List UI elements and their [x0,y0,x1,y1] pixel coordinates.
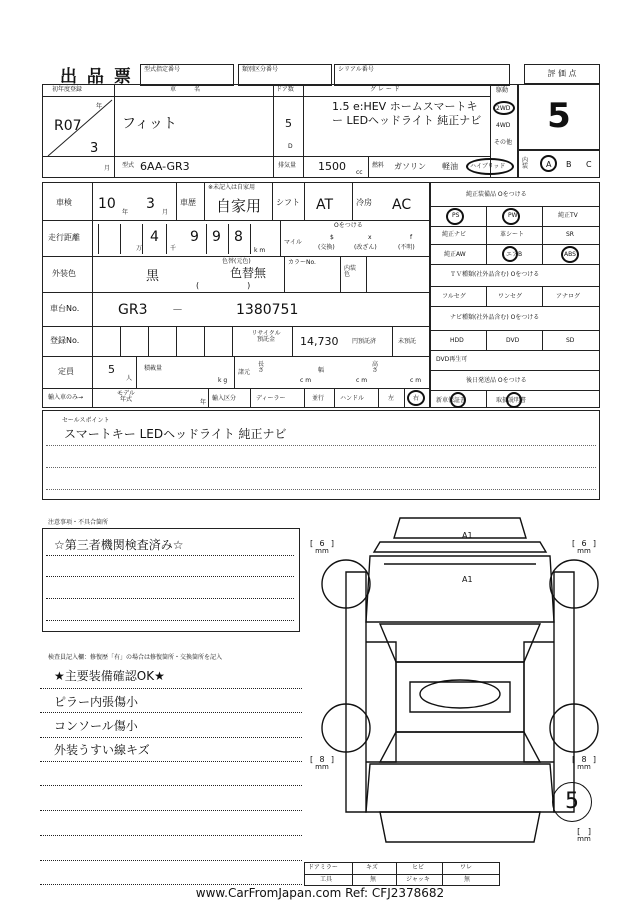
history-label: 車歴 [180,198,196,207]
km-unit: k m [254,247,266,254]
equip-aw: 純正AW [444,251,466,258]
shift-label: シフト [276,198,300,207]
mileage-digit: 9 [212,229,221,245]
notes-label: 注意事項・不具合箇所 [48,519,109,526]
model-value: 6AA-GR3 [140,160,190,173]
load-label: 積載量 [144,365,163,372]
model-label: 型式 [122,162,135,169]
meter-unknown-sub: (不明) [398,244,415,251]
recycle-unit: 円預託済 [352,338,377,345]
meter-exch-sub: (交換) [318,244,335,251]
year-unit: 年 [96,103,103,110]
drive-2wd: 2WD [496,105,511,112]
car-name: フィット [122,116,177,132]
ac-label: 冷房 [356,198,372,207]
inspector-line-1: ★主要装備確認OK★ [54,669,165,683]
tire-fl-mm: mm [315,547,329,555]
handle-label: ハンドル [340,395,365,402]
model-year-label: モデル 年式 [117,390,135,403]
equip-sr: SR [566,231,574,238]
tire-fl-value: 6 [319,539,325,548]
dims-label: 諸元 [238,369,251,376]
tire-rl-mm: mm [315,763,329,771]
legend-tools: 工具 [320,876,333,883]
doors-value: 5 [285,117,292,130]
tire-fr-mm: mm [577,547,591,555]
equip-tv: 純正TV [558,212,578,219]
import-label: 輸入車のみ→ [48,394,84,401]
sen-unit: 千 [170,245,177,252]
int-label: 内装 [522,157,529,170]
type-cert-box [140,64,234,86]
inspection-y: 年 [122,209,129,216]
dvd-playback: DVD再生可 [436,356,468,363]
history-note: ※未記入は自家用 [208,184,256,191]
chassis-number: 1380751 [236,302,299,318]
mileage-digit: 8 [234,229,243,245]
chassis-label: 車台No. [50,304,80,313]
class-no-box [238,64,332,86]
import-class-label: 輸入区分 [212,395,237,402]
doors-sub: D [288,143,293,150]
navi-title: ナビ種類(社外品含む) Oをつける [450,314,540,321]
meter-reset-sub: (改ざん) [354,244,377,251]
later-title: 後日発送品 Oをつける [466,377,527,384]
color-code-label: カラーNo. [288,259,316,266]
fuel-hybrid: ハイブリッド [470,163,506,170]
handle-right: 右 [413,395,420,402]
tv-full: フルセグ [442,293,466,300]
spare-tire-value: 5 [565,788,579,814]
equip-ps-circle [446,208,464,225]
dims-hgt-cm: c m [410,377,422,384]
color-label: 外装色 [52,269,76,278]
tv-analog: アナログ [556,293,581,300]
navi-dvd: DVD [506,337,520,344]
import-dealer: ディーラー [256,395,286,402]
grade-label: グ レ ー ド [370,86,400,93]
inspector-line-4: 外装うすい線キズ [54,743,150,757]
fuel-diesel: 軽油 [442,162,458,171]
recycle-label: リサイクル 預託金 [251,330,281,343]
tire-rl: [ 8 ] mm [310,755,334,771]
capacity-unit: 人 [126,375,133,382]
serial-label: シリアル番号 [338,66,374,73]
handle-left: 左 [388,395,395,402]
dims-hgt: 高さ [372,361,379,374]
mileage-digits [98,224,270,254]
navi-sd: SD [566,337,575,344]
fuel-hybrid-circle [466,158,514,175]
inspection-month: 3 [146,196,155,212]
mileage-digit: 9 [190,229,199,245]
drive-4wd: 4WD [496,122,511,129]
grade-value: 1.5 e:HEV ホームスマートキー LEDヘッドライト 純正ナビ [332,100,482,127]
legend-jack-none: 無 [464,876,471,883]
later-manual-circle [506,392,522,408]
equip-abs: ABS [564,251,576,258]
inspection-year: 10 [98,196,116,212]
tire-fr: [ 6 ] mm [572,539,596,555]
class-no-label: 類別区分番号 [242,66,279,73]
footer-watermark: www.CarFromJapan.com Ref: CFJ2378682 [195,886,445,900]
int-b: B [566,160,572,169]
interior-color-label: 内装 色 [344,265,357,278]
import-parallel: 並行 [312,395,325,402]
name-label: 車 名 [170,86,201,93]
dims-wid-cm: c m [356,377,368,384]
tire-rr-value: 8 [581,755,587,764]
capacity-label: 定員 [58,367,74,376]
spare-tire-circle [552,782,592,822]
model-year-unit: 年 [200,399,207,406]
fuel-label: 燃料 [372,162,385,169]
type-cert-label: 型式指定番号 [144,66,181,73]
int-c: C [586,160,592,169]
tire-rr-mm: mm [577,763,591,771]
equip-pw-circle [502,208,520,225]
equip-title: 純正装備品 Oをつける [466,191,527,198]
damage-a1-hood: A1 [462,575,473,584]
details-table [42,182,430,408]
cc-value: 1500 [318,160,346,173]
tv-one: ワンセグ [498,293,523,300]
first-reg-month: 3 [90,141,99,156]
handle-right-circle [407,390,425,406]
meter-unknown: f [410,234,413,241]
doors-label: ドア数 [276,86,294,93]
dims-len-cm: c m [300,377,312,384]
recycle-value: 14,730 [300,335,339,348]
first-reg-label: 初年度登録 [52,86,83,93]
meter-reset: x [368,234,372,241]
fuel-gas: ガソリン [394,162,426,171]
tire-rr: [ 8 ] mm [572,755,596,771]
legend-mirror: ドアミラー [308,864,338,871]
int-a: A [546,160,552,169]
dims-len: 長さ [258,361,265,374]
inspector-label: 検査員記入欄：修復歴「有」の場合は修復箇所・交換箇所を記入 [48,654,223,661]
history-value: 自家用 [216,197,262,215]
sales-point-text: スマートキー LEDヘッドライト 純正ナビ [64,427,287,441]
cc-unit: cc [356,169,363,176]
registration-label: 登録No. [50,336,80,345]
legend-jack: ジャッキ [406,876,430,883]
spare-tire-reading: [ ] mm [572,828,596,843]
equip-pw: PW [508,212,518,219]
chassis-dash: － [172,303,183,316]
month-unit: 月 [104,165,111,172]
mileage-label: 走行距離 [48,233,80,242]
eval-label-box [524,64,600,84]
dims-wid: 幅 [318,367,325,374]
notes-line-1: ☆第三者機関検査済み☆ [54,538,184,552]
man-unit: 万 [136,245,143,252]
spare-tire-mm: mm [577,835,591,843]
cc-label: 排気量 [278,162,297,169]
recycle-no: 未預託 [398,338,417,345]
tv-title: ＴＶ種類(社外品含む) Oをつける [450,271,540,278]
int-a-circle [540,155,557,172]
drive-label: 駆動 [496,87,509,94]
navi-hdd: HDD [450,337,464,344]
meter-exch: $ [330,234,334,241]
tire-rl-value: 8 [319,755,325,764]
sales-point-label: セールスポイント [62,417,110,424]
inspection-label: 車検 [56,198,72,207]
inspection-m: 月 [162,209,169,216]
repaint-paren: ( ) [196,281,251,290]
inspector-line-3: コンソール傷小 [54,719,138,733]
capacity-value: 5 [108,363,115,376]
later-warranty-circle [450,392,466,408]
score-value: 5 [547,96,571,137]
chassis-prefix: GR3 [118,302,148,318]
legend-kizu: キズ [366,864,378,871]
mileage-digit: 4 [150,229,159,245]
color-value: 黒 [146,269,160,284]
tire-fl: [ 6 ] mm [310,539,334,555]
meter-note: Oをつける [334,222,363,229]
drive-2wd-circle [493,101,515,115]
later-manual: 取扱説明書 [496,397,527,404]
equip-navi: 純正ナビ [442,231,467,238]
meter-mile: マイル [284,239,302,246]
later-warranty: 新車保証書 [436,397,467,404]
repaint-value: 色替無 [230,266,267,280]
eval-label: 評 価 点 [547,69,577,78]
equip-airbag-circle [502,246,518,262]
sales-point-box [42,410,600,500]
equip-ps: PS [452,212,460,219]
equip-abs-circle [561,246,579,263]
serial-box [334,64,510,86]
doc-title: 出 品 票 [60,67,133,87]
tire-fr-value: 6 [581,539,587,548]
shift-value: AT [316,197,334,213]
equip-leather: 革シート [500,231,525,238]
inspector-line-2: ピラー内張傷小 [54,695,139,709]
legend-tools-none: 無 [370,876,377,883]
drive-other: その他 [494,139,513,146]
first-reg-era: R07 [54,118,82,134]
repaint-label: 色替(元色) [222,258,251,265]
legend-ware: ワレ [460,864,473,871]
legend-hibi: ヒビ [412,864,425,871]
ac-value: AC [392,197,412,213]
load-kg: k g [218,377,228,384]
equip-airbag: エアB [506,251,523,258]
damage-a1-top: A1 [462,531,473,540]
